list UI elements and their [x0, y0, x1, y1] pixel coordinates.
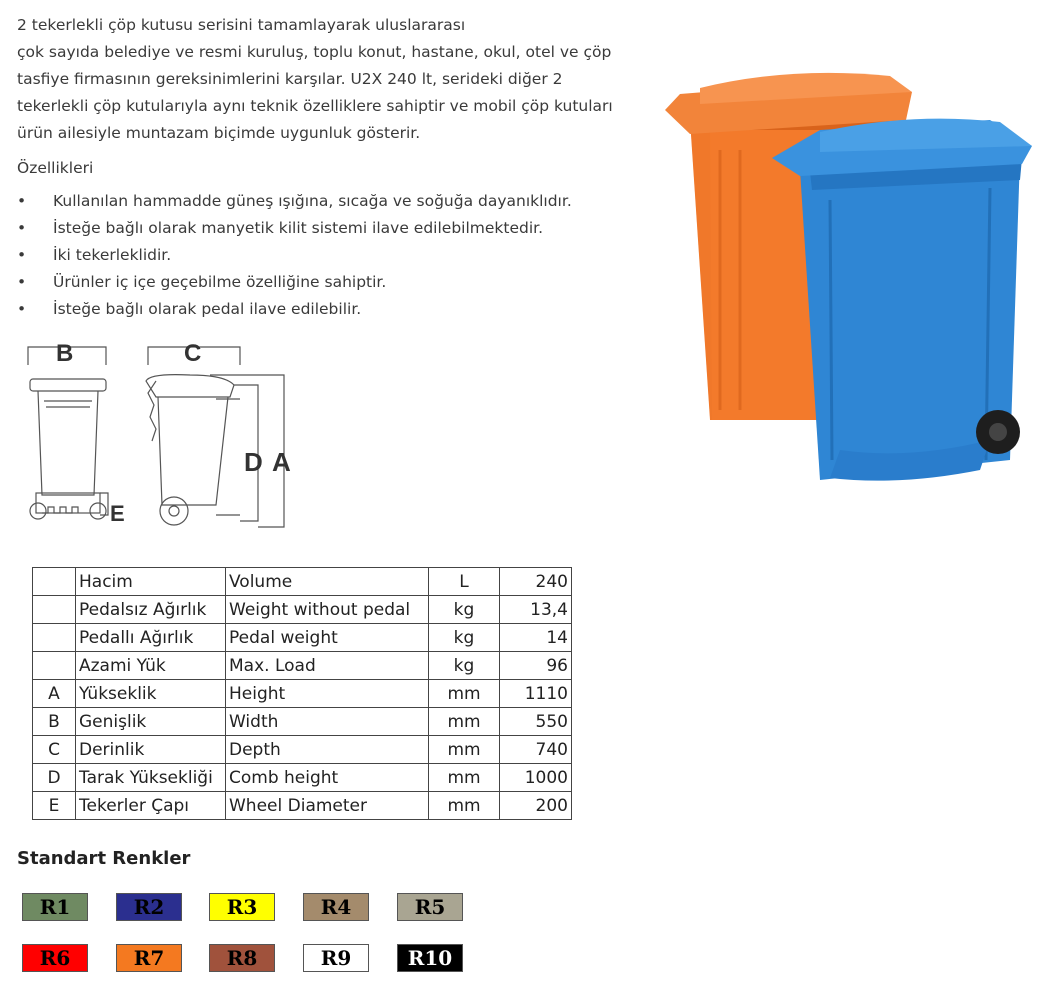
spec-cell-unit: mm	[429, 708, 500, 736]
blue-bin	[772, 119, 1032, 481]
spec-cell-value: 96	[500, 652, 572, 680]
color-swatch-r2: R2	[116, 893, 182, 921]
spec-row	[33, 568, 572, 596]
standard-colors-title: Standart Renkler	[17, 848, 191, 869]
spec-row	[33, 736, 572, 764]
intro-line: tekerlekli çöp kutularıyla aynı teknik özelliklere sahiptir ve mobil çöp kutuları	[17, 97, 613, 115]
spec-cell-en: Weight without pedal	[226, 596, 429, 624]
color-swatch-r3: R3	[209, 893, 275, 921]
spec-cell-tr: Derinlik	[76, 736, 226, 764]
spec-cell-value: 550	[500, 708, 572, 736]
spec-cell-value: 240	[500, 568, 572, 596]
color-swatch-r5: R5	[397, 893, 463, 921]
spec-cell-unit: mm	[429, 736, 500, 764]
spec-cell-letter: E	[33, 792, 76, 820]
color-swatch-r1: R1	[22, 893, 88, 921]
spec-cell-unit: L	[429, 568, 500, 596]
feature-item: • İsteğe bağlı olarak pedal ilave edilebilir.	[17, 296, 572, 323]
spec-cell-tr: Pedalsız Ağırlık	[76, 596, 226, 624]
intro-line: çok sayıda belediye ve resmi kuruluş, toplu konut, hastane, okul, otel ve çöp	[17, 43, 612, 61]
spec-cell-letter	[33, 596, 76, 624]
spec-cell-unit: mm	[429, 792, 500, 820]
features-list	[17, 188, 572, 323]
spec-cell-value: 13,4	[500, 596, 572, 624]
spec-cell-tr: Tekerler Çapı	[76, 792, 226, 820]
feature-item: • Kullanılan hammadde güneş ışığına, sıcağa ve soğuğa dayanıklıdır.	[17, 188, 572, 215]
feature-item: • İki tekerleklidir.	[17, 242, 572, 269]
color-swatch-r9: R9	[303, 944, 369, 972]
features-title: Özellikleri	[17, 159, 94, 177]
spec-cell-letter: D	[33, 764, 76, 792]
spec-cell-tr: Hacim	[76, 568, 226, 596]
intro-line: 2 tekerlekli çöp kutusu serisini tamamlayarak uluslararası	[17, 16, 466, 34]
spec-cell-en: Max. Load	[226, 652, 429, 680]
spec-cell-unit: kg	[429, 624, 500, 652]
intro-line: ürün ailesiyle muntazam biçimde uygunluk gösterir.	[17, 124, 421, 142]
spec-row	[33, 624, 572, 652]
spec-cell-en: Width	[226, 708, 429, 736]
spec-row	[33, 708, 572, 736]
spec-cell-letter	[33, 652, 76, 680]
spec-cell-unit: kg	[429, 652, 500, 680]
color-swatch-r8: R8	[209, 944, 275, 972]
spec-cell-tr: Tarak Yüksekliği	[76, 764, 226, 792]
diagram-label-d: D	[244, 447, 263, 477]
spec-cell-tr: Pedallı Ağırlık	[76, 624, 226, 652]
diagram-label-c: C	[184, 340, 202, 367]
spec-cell-en: Height	[226, 680, 429, 708]
spec-cell-tr: Genişlik	[76, 708, 226, 736]
spec-cell-letter: A	[33, 680, 76, 708]
product-image-bins	[660, 60, 1040, 490]
spec-row	[33, 680, 572, 708]
diagram-label-e: E	[110, 501, 125, 526]
spec-cell-value: 1110	[500, 680, 572, 708]
spec-cell-en: Wheel Diameter	[226, 792, 429, 820]
spec-row	[33, 596, 572, 624]
color-swatch-r7: R7	[116, 944, 182, 972]
spec-cell-letter	[33, 624, 76, 652]
spec-cell-value: 1000	[500, 764, 572, 792]
spec-cell-en: Comb height	[226, 764, 429, 792]
spec-cell-value: 740	[500, 736, 572, 764]
spec-cell-en: Pedal weight	[226, 624, 429, 652]
specs-table-body	[33, 568, 572, 820]
color-swatch-r4: R4	[303, 893, 369, 921]
spec-row	[33, 652, 572, 680]
spec-cell-unit: kg	[429, 596, 500, 624]
specs-table	[32, 567, 572, 820]
spec-cell-unit: mm	[429, 764, 500, 792]
spec-cell-en: Volume	[226, 568, 429, 596]
spec-cell-value: 14	[500, 624, 572, 652]
spec-cell-letter: B	[33, 708, 76, 736]
color-swatch-r6: R6	[22, 944, 88, 972]
spec-row	[33, 792, 572, 820]
spec-row	[33, 764, 572, 792]
diagram-label-a: A	[272, 447, 291, 477]
spec-cell-value: 200	[500, 792, 572, 820]
feature-item: • İsteğe bağlı olarak manyetik kilit sistemi ilave edilebilmektedir.	[17, 215, 572, 242]
spec-cell-tr: Yükseklik	[76, 680, 226, 708]
color-swatch-r10: R10	[397, 944, 463, 972]
intro-text	[17, 12, 657, 147]
dimension-diagram	[20, 335, 310, 535]
spec-cell-tr: Azami Yük	[76, 652, 226, 680]
feature-item: • Ürünler iç içe geçebilme özelliğine sahiptir.	[17, 269, 572, 296]
spec-cell-letter: C	[33, 736, 76, 764]
spec-cell-letter	[33, 568, 76, 596]
spec-cell-en: Depth	[226, 736, 429, 764]
intro-line: tasfiye firmasının gereksinimlerini karşılar. U2X 240 lt, serideki diğer 2	[17, 70, 563, 88]
spec-cell-unit: mm	[429, 680, 500, 708]
diagram-label-b: B	[56, 340, 74, 367]
